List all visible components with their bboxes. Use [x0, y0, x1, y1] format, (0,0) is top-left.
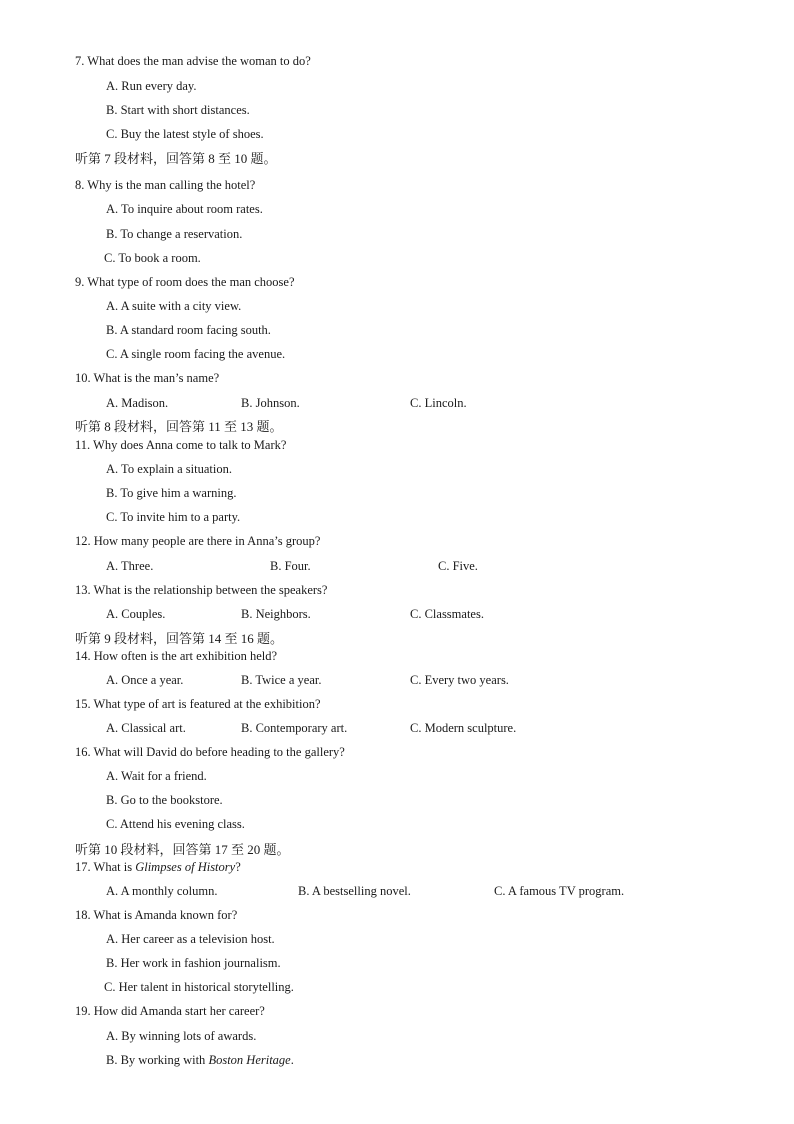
question-10-option-b: B. Johnson.	[241, 396, 300, 410]
question-17-stem-title: Glimpses of History	[135, 860, 236, 874]
question-16-stem: 16. What will David do before heading to the gallery?	[75, 745, 345, 759]
question-15-stem: 15. What type of art is featured at the exhibition?	[75, 697, 321, 711]
question-7-option-a: A. Run every day.	[106, 79, 197, 93]
question-8-option-b: B. To change a reservation.	[106, 227, 243, 241]
question-12-stem: 12. How many people are there in Anna’s group?	[75, 534, 321, 548]
question-11-option-b: B. To give him a warning.	[106, 486, 237, 500]
question-12-option-b: B. Four.	[270, 559, 311, 573]
question-19-option-b-title: Boston Heritage	[208, 1053, 291, 1067]
question-14-option-c: C. Every two years.	[410, 673, 509, 687]
question-18-option-b: B. Her work in fashion journalism.	[106, 956, 281, 970]
section-9-heading: 听第 9 段材料，回答第 14 至 16 题。	[75, 631, 284, 646]
question-7-option-c: C. Buy the latest style of shoes.	[106, 127, 264, 141]
question-9-option-a: A. A suite with a city view.	[106, 299, 242, 313]
question-18-option-c: C. Her talent in historical storytelling.	[104, 980, 294, 994]
question-13-option-b: B. Neighbors.	[241, 607, 311, 621]
question-17-stem-suffix: ?	[235, 860, 241, 874]
question-14-option-a: A. Once a year.	[106, 673, 184, 687]
question-19-option-a: A. By winning lots of awards.	[106, 1029, 257, 1043]
section-8-heading: 听第 8 段材料，回答第 11 至 13 题。	[75, 419, 283, 434]
question-17-stem	[75, 859, 241, 875]
question-17-option-a: A. A monthly column.	[106, 884, 218, 898]
question-11-option-a: A. To explain a situation.	[106, 462, 232, 476]
question-11-option-c: C. To invite him to a party.	[106, 510, 241, 524]
question-18-stem: 18. What is Amanda known for?	[75, 908, 238, 922]
question-15-option-b: B. Contemporary art.	[241, 721, 348, 735]
question-10-option-a: A. Madison.	[106, 396, 169, 410]
question-8-stem: 8. Why is the man calling the hotel?	[75, 178, 256, 192]
question-19-option-b	[106, 1052, 294, 1068]
question-13-stem: 13. What is the relationship between the speakers?	[75, 583, 328, 597]
question-18-option-a: A. Her career as a television host.	[106, 932, 275, 946]
question-9-option-b: B. A standard room facing south.	[106, 323, 271, 337]
question-10-option-c: C. Lincoln.	[410, 396, 467, 410]
question-19-option-b-prefix: B. By working with	[106, 1053, 209, 1067]
question-17-option-c: C. A famous TV program.	[494, 884, 625, 898]
question-13-option-a: A. Couples.	[106, 607, 166, 621]
question-17-option-b: B. A bestselling novel.	[298, 884, 411, 898]
question-16-option-b: B. Go to the bookstore.	[106, 793, 223, 807]
question-14-option-b: B. Twice a year.	[241, 673, 322, 687]
question-7-option-b: B. Start with short distances.	[106, 103, 250, 117]
question-15-option-c: C. Modern sculpture.	[410, 721, 517, 735]
question-9-option-c: C. A single room facing the avenue.	[106, 347, 286, 361]
question-17-stem-prefix: 17. What is	[75, 860, 136, 874]
question-16-option-c: C. Attend his evening class.	[106, 817, 245, 831]
question-19-stem: 19. How did Amanda start her career?	[75, 1004, 265, 1018]
question-16-option-a: A. Wait for a friend.	[106, 769, 207, 783]
question-12-option-a: A. Three.	[106, 559, 154, 573]
question-12-option-c: C. Five.	[438, 559, 478, 573]
question-8-option-a: A. To inquire about room rates.	[106, 202, 263, 216]
question-13-option-c: C. Classmates.	[410, 607, 484, 621]
question-8-option-c: C. To book a room.	[104, 251, 201, 265]
section-7-heading: 听第 7 段材料，回答第 8 至 10 题。	[75, 151, 277, 166]
question-10-stem: 10. What is the man’s name?	[75, 371, 220, 385]
question-19-option-b-suffix: .	[290, 1053, 294, 1067]
question-7-stem: 7. What does the man advise the woman to do?	[75, 54, 311, 68]
question-15-option-a: A. Classical art.	[106, 721, 186, 735]
section-10-heading: 听第 10 段材料，回答第 17 至 20 题。	[75, 842, 290, 857]
question-11-stem: 11. Why does Anna come to talk to Mark?	[75, 438, 287, 452]
question-14-stem: 14. How often is the art exhibition held?	[75, 649, 278, 663]
question-9-stem: 9. What type of room does the man choose?	[75, 275, 295, 289]
